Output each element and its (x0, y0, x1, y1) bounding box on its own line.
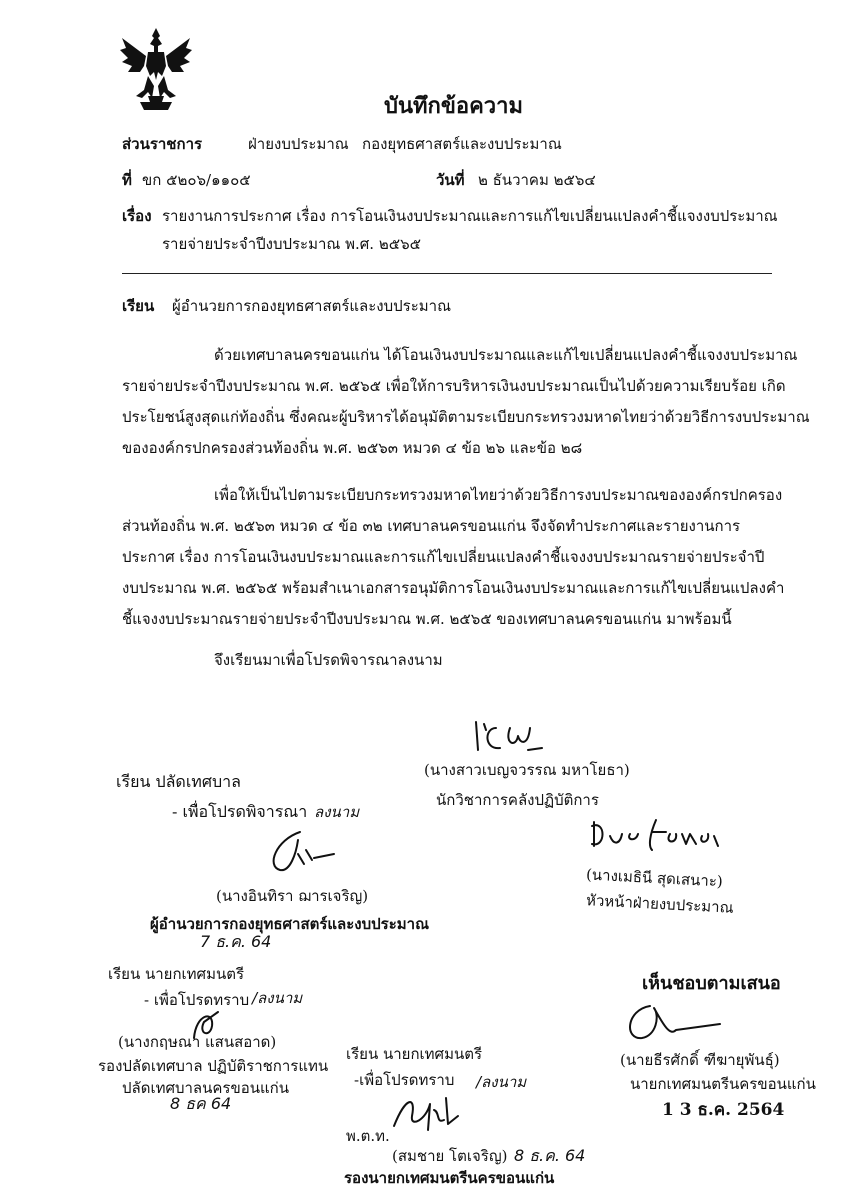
mayor-position: นายกเทศมนตรีนครขอนแก่น (630, 1075, 816, 1093)
subject-line-2: รายจ่ายประจำปีงบประมาณ พ.ศ. ๒๕๖๕ (162, 235, 421, 253)
officer-name: (นางสาวเบญจวรรณ มหาโยธา) (424, 761, 630, 779)
deputy-mayor-note-handwritten: /ลงนาม (476, 1073, 527, 1091)
date-label: วันที่ (436, 171, 465, 189)
deputy-clerk-position-1: รองปลัดเทศบาล ปฏิบัติราชการแทน (98, 1057, 329, 1075)
director-position: ผู้อำนวยการกองยุทธศาสตร์และงบประมาณ (150, 915, 430, 933)
paragraph-line: ชี้แจงงบประมาณรายจ่ายประจำปีงบประมาณ พ.ศ. ๒๕๖๕ ของเทศบาลนครขอนแก่น มาพร้อมนี้ (122, 610, 732, 628)
deputy-clerk-position-2: ปลัดเทศบาลนครขอนแก่น (122, 1079, 289, 1097)
garuda-emblem-icon (118, 26, 194, 114)
approval-heading: เห็นชอบตามเสนอ (642, 973, 781, 994)
salutation-label: เรียน (122, 297, 155, 315)
deputy-clerk-note-handwritten: /ลงนาม (252, 989, 303, 1007)
paragraph-line: ด้วยเทศบาลนครขอนแก่น ได้โอนเงินงบประมาณและแก้ไขเปลี่ยนแปลงคำชี้แจงงบประมาณ (214, 346, 798, 364)
deputy-mayor-date: 8 ธ.ค. 64 (514, 1146, 586, 1165)
memo-title: บันทึกข้อความ (384, 93, 524, 119)
closing-line: จึงเรียนมาเพื่อโปรดพิจารณาลงนาม (214, 651, 443, 669)
body-paragraph-1 (122, 344, 810, 459)
director-date: 7 ธ.ค. 64 (200, 932, 272, 951)
mayor-name: (นายธีรศักดิ์ ฑีฆายุพันธุ์) (620, 1051, 780, 1069)
paragraph-line: ประโยชน์สูงสุดแก่ท้องถิ่น ซึ่งคณะผู้บริหารได้อนุมัติตามระเบียบกระทรวงมหาดไทยว่าด้วยวิธีการงบประมาณ (122, 408, 810, 426)
officer-signature (470, 714, 550, 758)
deputy-clerk-date: 8 ธค 64 (170, 1094, 232, 1113)
paragraph-line: ขององค์กรปกครองส่วนท้องถิ่น พ.ศ. ๒๕๖๓ หมวด ๔ ข้อ ๒๖ และข้อ ๒๘ (122, 439, 583, 457)
paragraph-line: งบประมาณ พ.ศ. ๒๕๖๕ พร้อมสำเนาเอกสารอนุมัติการโอนเงินงบประมาณและการแก้ไขเปลี่ยนแปลงคำ (122, 579, 785, 597)
section-head-position: หัวหน้าฝ่ายงบประมาณ (585, 891, 734, 917)
ref-number: ขก ๕๒๐๖/๑๑๐๕ (142, 171, 251, 189)
director-note-line-1: เรียน ปลัดเทศบาล (116, 772, 241, 791)
subject-line-1: รายงานการประกาศ เรื่อง การโอนเงินงบประมาณและการแก้ไขเปลี่ยนแปลงคำชี้แจงงบประมาณ (162, 207, 778, 225)
paragraph-line: ประกาศ เรื่อง การโอนเงินงบประมาณและการแก้ไขเปลี่ยนแปลงคำชี้แจงงบประมาณรายจ่ายประจำปี (122, 548, 765, 566)
director-note-handwritten: ลงนาม (314, 803, 360, 821)
agency-label: ส่วนราชการ (122, 135, 203, 153)
subject-label: เรื่อง (122, 207, 152, 225)
date-value: ๒ ธันวาคม ๒๕๖๔ (478, 171, 596, 189)
deputy-mayor-note-line-2: -เพื่อโปรดทราบ (354, 1071, 455, 1089)
deputy-mayor-position: รองนายกเทศมนตรีนครขอนแก่น (344, 1169, 555, 1187)
director-note-line-2: - เพื่อโปรดพิจารณา (172, 802, 308, 821)
deputy-mayor-rank: พ.ต.ท. (346, 1127, 390, 1145)
director-signature (260, 826, 340, 876)
paragraph-line: เพื่อให้เป็นไปตามระเบียบกระทรวงมหาดไทยว่าด้วยวิธีการงบประมาณขององค์กรปกครอง (214, 486, 783, 504)
salutation-recipient: ผู้อำนวยการกองยุทธศาสตร์และงบประมาณ (172, 297, 452, 315)
body-paragraph-2 (122, 484, 784, 630)
agency-department: กองยุทธศาสตร์และงบประมาณ (362, 135, 562, 153)
deputy-clerk-name: (นางกฤษณา แสนสอาด) (118, 1033, 277, 1051)
mayor-signature (620, 996, 730, 1048)
agency-division: ฝ่ายงบประมาณ (248, 135, 349, 153)
section-head-name: (นางเมธินี สุดเสนาะ) (585, 865, 724, 891)
deputy-clerk-note-line-1: เรียน นายกเทศมนตรี (108, 965, 245, 983)
deputy-mayor-signature (386, 1090, 466, 1140)
director-name: (นางอินทิรา ฌารเจริญ) (216, 887, 369, 905)
paragraph-line: รายจ่ายประจำปีงบประมาณ พ.ศ. ๒๕๖๕ เพื่อให้การบริหารเงินงบประมาณเป็นไปด้วยความเรียบร้อย เกิด (122, 377, 786, 395)
approval-date-stamp: 1 3 ธ.ค. 2564 (662, 1100, 785, 1120)
officer-position: นักวิชาการคลังปฏิบัติการ (436, 791, 599, 809)
deputy-mayor-note-line-1: เรียน นายกเทศมนตรี (346, 1045, 483, 1063)
header-divider (122, 273, 772, 274)
paragraph-line: ส่วนท้องถิ่น พ.ศ. ๒๕๖๓ หมวด ๔ ข้อ ๓๒ เทศบาลนครขอนแก่น จึงจัดทำประกาศและรายงานการ (122, 517, 741, 535)
ref-label: ที่ (122, 171, 132, 189)
deputy-mayor-name: (สมชาย โตเจริญ) (392, 1147, 508, 1165)
section-head-signature (586, 814, 726, 858)
deputy-clerk-note-line-2: - เพื่อโปรดทราบ (144, 991, 250, 1009)
